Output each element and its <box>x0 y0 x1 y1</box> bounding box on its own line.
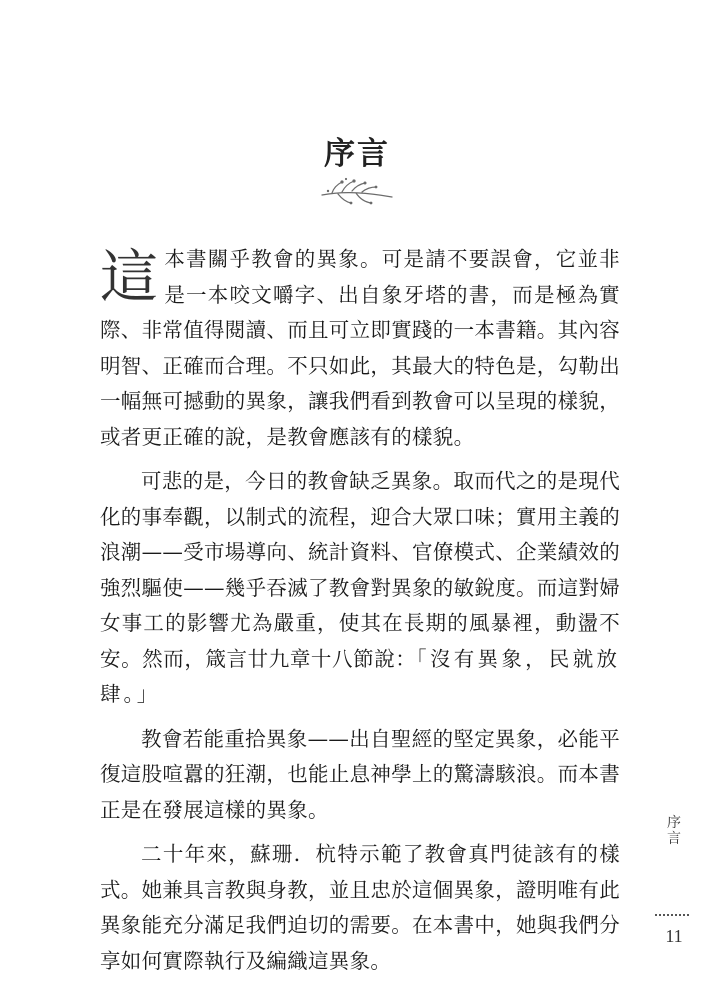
drop-cap: 這 <box>100 243 159 311</box>
paragraph-4 <box>100 837 620 979</box>
side-section-label: 序言 <box>667 815 681 847</box>
page-title: 序言 <box>324 136 390 172</box>
paragraph-4-text: 二十年來，蘇珊．杭特示範了教會真門徒該有的樣式。她兼具言教與身教，並且忠於這個異象，證明唯有此異象能充分滿足我們迫切的需要。在本書中，她與我們分享如何實際執行及編織這異象。 <box>100 842 620 973</box>
paragraph-2 <box>100 464 620 713</box>
paragraph-2-text: 可悲的是，今日的教會缺乏異象。取而代之的是現代化的事奉觀，以制式的流程，迎合大眾口味；實用主義的浪潮——受市場導向、統計資料、官僚模式、企業績效的強烈驅使——幾乎吞滅了教會對異象的敏銳度。而這對婦女事工的影響尤為嚴重，使其在長期的風暴裡，動盪不安。然而，箴言廿九章十八節說： <box>100 469 620 671</box>
scripture-quote: 「沒有異象，民就放肆。」 <box>100 646 621 706</box>
paragraph-1 <box>100 242 620 455</box>
dotted-divider <box>655 914 689 916</box>
page-number: 11 <box>665 926 683 946</box>
paragraph-3-text: 教會若能重拾異象——出自聖經的堅定異象，必能平復這股喧囂的狂潮，也能止息神學上的驚濤駭浪。而本書正是在發展這樣的異象。 <box>100 726 620 822</box>
paragraph-1-text: 本書關乎教會的異象。可是請不要誤會，它並非是一本咬文嚼字、出自象牙塔的書，而是極為實際、非常值得閱讀、而且可立即實踐的一本書籍。其內容明智、正確而合理。不只如此，其最大的特色是，勾勒出一幅無可撼動的異象，讓我們看到教會可以呈現的樣貌，或者更正確的說，是教會應該有的樣貌。 <box>100 247 620 449</box>
paragraph-3 <box>100 722 620 829</box>
body-text <box>100 242 620 988</box>
botanical-sprig-icon <box>318 175 396 211</box>
